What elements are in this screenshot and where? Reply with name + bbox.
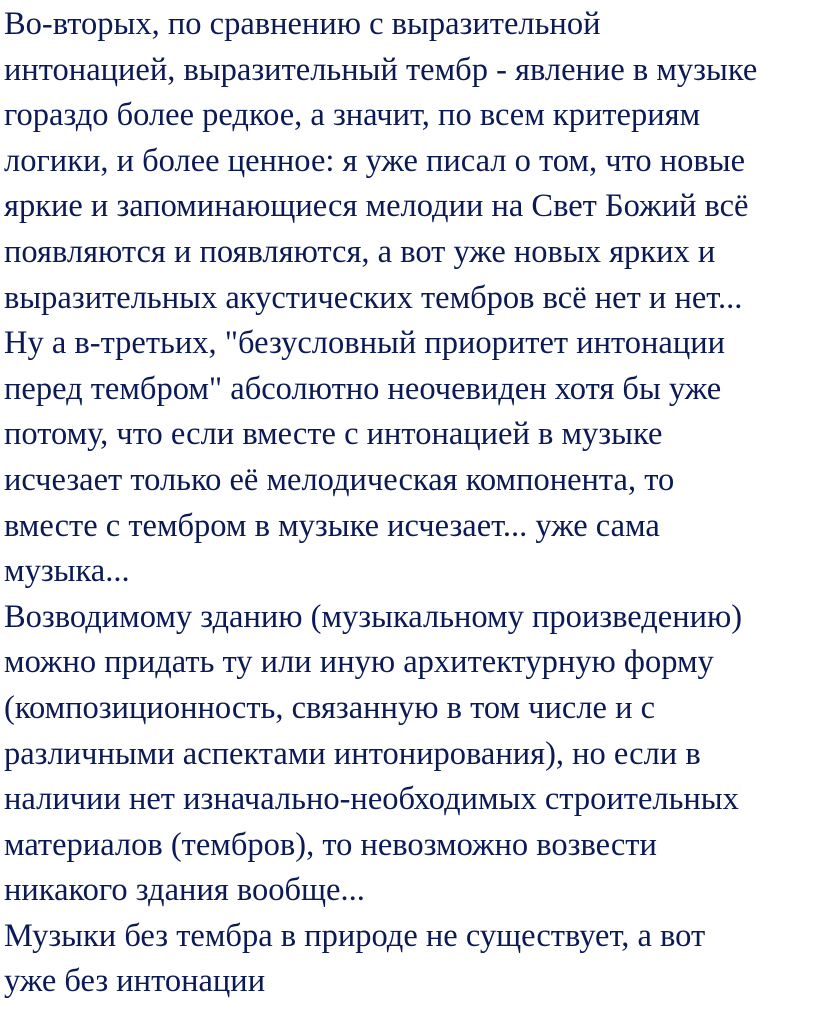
text-line: логики, и более ценное: я уже писал о том, что новые [4,142,745,179]
text-line: потому, что если вместе с интонацией в музыке [4,416,663,453]
text-line: уже без интонации [4,963,266,1000]
text-line: (композиционность, связанную в том числе и с [4,689,656,726]
text-line: гораздо более редкое, а значит, по всем критериям [4,97,701,134]
text-line: вместе с тембром в музыке исчезает... уже сама [4,507,660,544]
text-line: различными аспектами интонирования), но если в [4,735,701,772]
text-line: Музыки без тембра в природе не существует, а вот [4,917,706,954]
text-line: Ну а в-третьих, "безусловный приоритет интонации [4,325,726,362]
text-line: наличии нет изначально-необходимых строительных [4,781,739,818]
body-text [4,2,816,1005]
text-line: появляются и появляются, а вот уже новых ярких и [4,233,716,270]
text-line: яркие и запоминающиеся мелодии на Свет Божий всё [4,188,749,225]
text-line: выразительных акустических тембров всё нет и нет... [4,279,743,316]
text-line: Во-вторых, по сравнению с выразительной [4,6,601,42]
text-line: исчезает только её мелодическая компонента, то [4,461,675,498]
text-line: никакого здания вообще... [4,872,365,909]
text-line: материалов (тембров), то невозможно возвести [4,826,657,863]
text-line: перед тембром" абсолютно неочевиден хотя бы уже [4,370,722,407]
text-line: интонацией, выразительный тембр - явление в музыке [4,51,758,88]
text-line: можно придать ту или иную архитектурную форму [4,644,714,681]
text-line: музыка... [4,553,130,590]
text-line: Возводимому зданию (музыкальному произведению) [4,598,743,635]
